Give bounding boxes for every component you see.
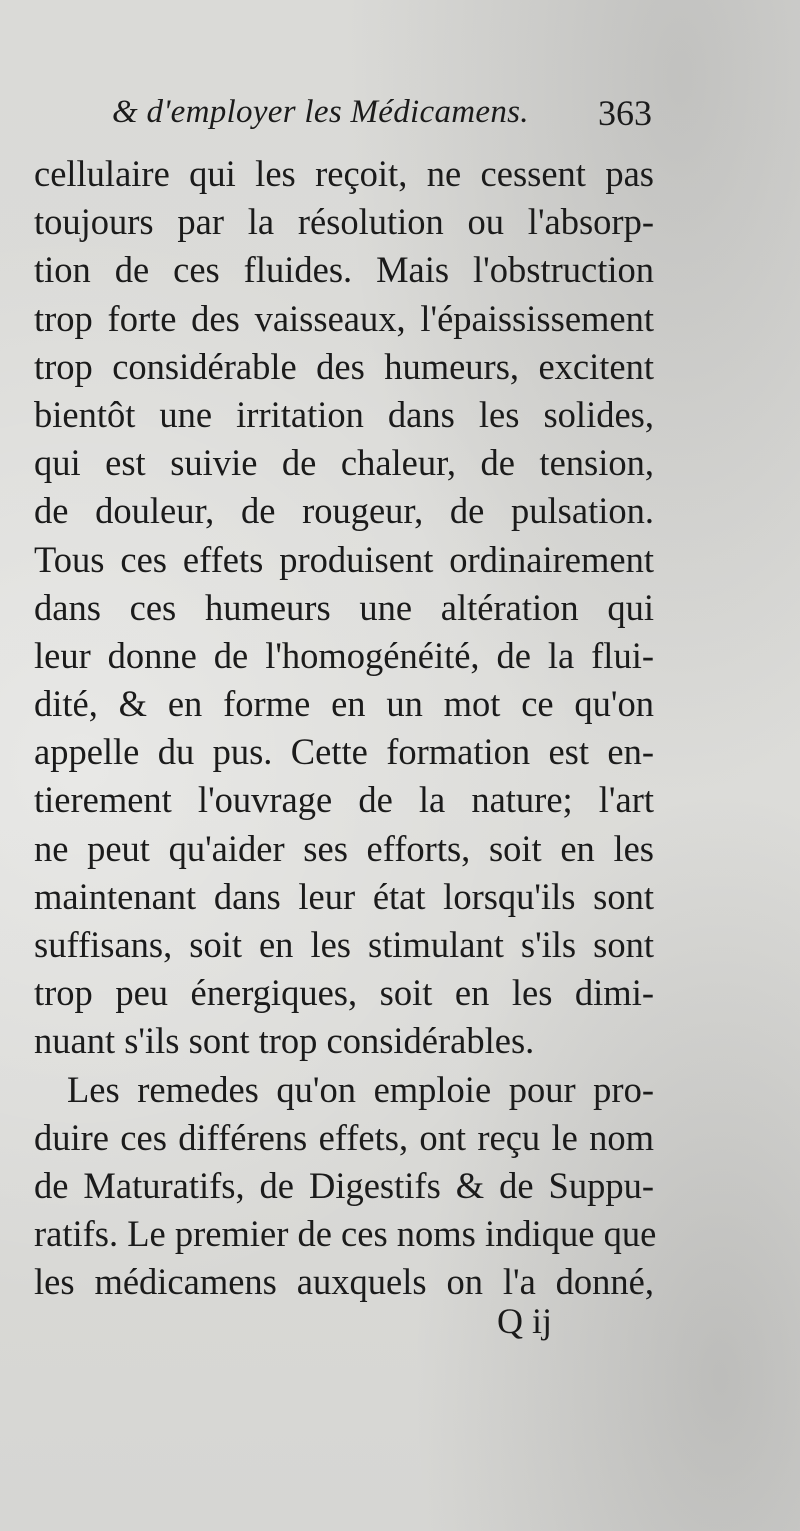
text-line: suffisans, soit en les stimulant s'ils sont (34, 924, 654, 965)
text-line: duire ces différens effets, ont reçu le nom (34, 1116, 654, 1158)
page-number: 363 (598, 93, 652, 133)
running-head (112, 88, 652, 138)
text-line: ratifs. Le premier de ces noms indique que (34, 1213, 657, 1255)
text-line: de Maturatifs, de Digestifs & de Suppu- (34, 1164, 654, 1206)
body-text (34, 150, 657, 1307)
signature-mark: Q ij (497, 1301, 553, 1341)
text-line: ne peut qu'aider ses efforts, soit en les (34, 827, 654, 869)
text-line: bientôt une irritation dans les solides, (34, 393, 654, 435)
text-line: de douleur, de rougeur, de pulsation. (34, 490, 654, 532)
text-line: les médicamens auxquels on l'a donné, (34, 1261, 654, 1303)
running-title: & d'employer les Médicamens. (112, 94, 529, 130)
text-line: qui est suivie de chaleur, de tension, (34, 442, 654, 484)
text-line: nuant s'ils sont trop considérables. (34, 1020, 535, 1062)
text-line: leur donne de l'homogénéité, de la flui- (34, 634, 654, 676)
text-line: trop considérable des humeurs, excitent (34, 345, 654, 387)
text-line: trop peu énergiques, soit en les dimi- (34, 972, 654, 1014)
text-line: appelle du pus. Cette formation est en- (34, 731, 654, 773)
text-line: dité, & en forme en un mot ce qu'on (34, 683, 654, 725)
text-line: tierement l'ouvrage de la nature; l'art (34, 779, 654, 821)
text-line: dans ces humeurs une altération qui (34, 586, 654, 628)
text-line: Les remedes qu'on emploie pour pro- (67, 1068, 654, 1110)
text-line: Tous ces effets produisent ordinairement (34, 538, 654, 580)
text-line: toujours par la résolution ou l'absorp- (34, 201, 654, 243)
text-line: tion de ces fluides. Mais l'obstruction (34, 249, 654, 291)
text-line: trop forte des vaisseaux, l'épaississement (34, 297, 654, 339)
text-line: maintenant dans leur état lorsqu'ils sont (34, 875, 654, 917)
text-line: cellulaire qui les reçoit, ne cessent pas (34, 153, 654, 194)
